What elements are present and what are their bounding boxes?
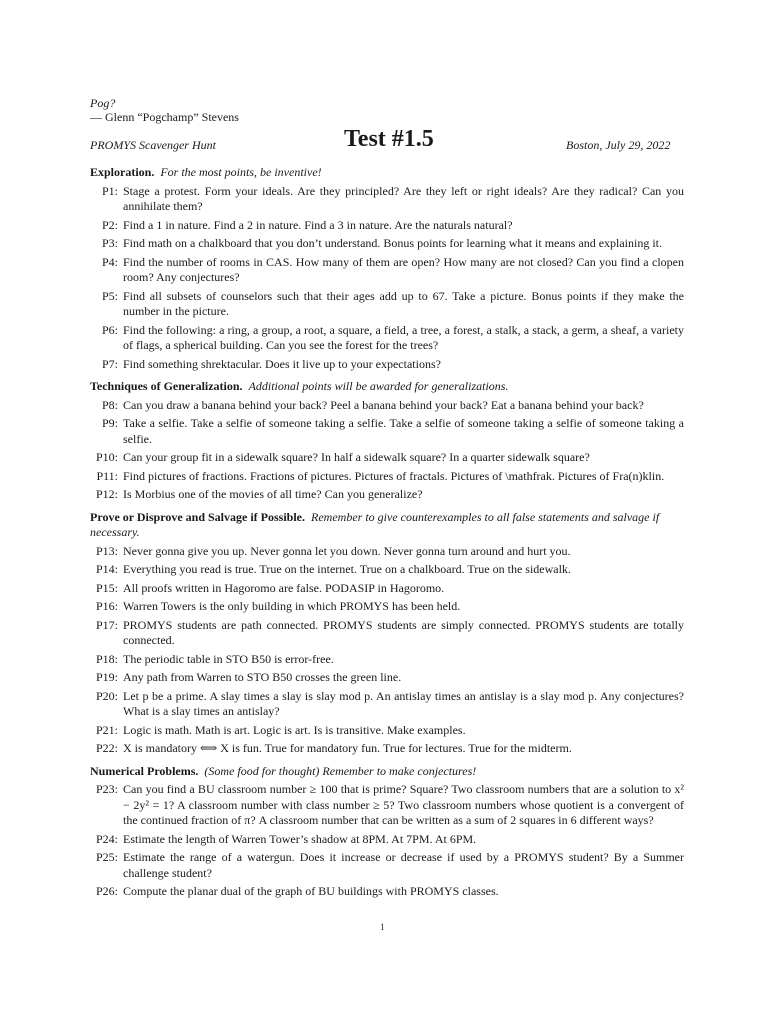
section-title: Exploration.	[90, 165, 155, 179]
problem-item	[84, 218, 684, 234]
problem-item	[84, 832, 684, 848]
problem-label: P15:	[95, 580, 118, 595]
problem-text: Any path from Warren to STO B50 crosses the green line.	[123, 670, 402, 684]
problem-item	[84, 723, 684, 739]
problem-text: The periodic table in STO B50 is error-free.	[123, 651, 334, 666]
problem-text: Warren Towers is the only building in which PROMYS has been held.	[123, 599, 461, 613]
section-heading	[90, 510, 684, 541]
problem-text: Find the number of rooms in CAS. How many of them are open? How many are not closed? Can you find a clopen room? Any conjectures?	[123, 254, 684, 284]
problem-text: Estimate the length of Warren Tower’s shadow at 8PM. At 7PM. At 6PM.	[123, 831, 477, 846]
problem-text: Find a 1 in nature. Find a 2 in nature. Find a 3 in nature. Are the naturals natural?	[123, 217, 513, 232]
problem-item	[84, 544, 684, 560]
problem-item	[84, 689, 684, 720]
section-subtitle: (Some food for thought) Remember to make conjectures!	[204, 763, 477, 778]
problem-item	[84, 618, 684, 649]
problem-text: Compute the planar dual of the graph of BU buildings with PROMYS classes.	[123, 884, 499, 898]
problem-label: P5:	[101, 288, 118, 303]
problem-item	[84, 289, 684, 320]
problem-label: P1:	[101, 183, 118, 198]
problem-item	[84, 236, 684, 252]
problem-text: Never gonna give you up. Never gonna let you down. Never gonna turn around and hurt you.	[123, 543, 571, 558]
section	[84, 165, 684, 372]
problem-item	[84, 357, 684, 373]
problem-text: Find something shrektacular. Does it live up to your expectations?	[123, 356, 441, 371]
section-subtitle: For the most points, be inventive!	[160, 165, 322, 179]
problem-item	[84, 581, 684, 597]
problem-item	[84, 416, 684, 447]
problem-item	[84, 323, 684, 354]
problem-item	[84, 450, 684, 466]
problem-label: P18:	[95, 651, 118, 666]
problem-label: P11:	[96, 468, 118, 483]
problem-label: P10:	[95, 450, 118, 464]
problem-label: P22:	[95, 741, 118, 755]
problem-label: P4:	[101, 254, 118, 269]
section-title: Prove or Disprove and Salvage if Possible.	[90, 509, 306, 524]
page-title: Test #1.5	[344, 126, 434, 152]
problem-item	[84, 884, 684, 900]
problem-item	[84, 670, 684, 686]
problem-text: Find pictures of fractions. Fractions of pictures. Pictures of fractals. Pictures of \mathfrak. Pictures of Fra(n)klin.	[123, 468, 665, 483]
section-subtitle: Remember to give counterexamples to all false statements and salvage if necessary.	[90, 509, 660, 539]
section-heading	[90, 379, 684, 395]
section-title: Numerical Problems.	[90, 763, 199, 778]
problem-text: Is Morbius one of the movies of all time? Can you generalize?	[123, 487, 423, 501]
problem-label: P3:	[101, 236, 118, 250]
problem-label: P7:	[101, 356, 118, 371]
problem-text: Everything you read is true. True on the internet. True on a chalkboard. True on the sidewalk.	[123, 562, 571, 576]
section	[84, 510, 684, 757]
problem-label: P12:	[95, 487, 118, 501]
section-subtitle: Additional points will be awarded for generalizations.	[248, 379, 509, 393]
problem-item	[84, 184, 684, 215]
section-heading	[90, 764, 684, 780]
problem-item	[84, 850, 684, 881]
problem-sections	[84, 165, 684, 903]
problem-label: P26:	[95, 884, 118, 898]
problem-item	[84, 782, 684, 829]
problem-label: P19:	[95, 670, 118, 684]
problem-label: P9:	[101, 416, 118, 430]
problem-item	[84, 741, 684, 757]
problem-item	[84, 398, 684, 414]
section	[84, 379, 684, 503]
problem-item	[84, 487, 684, 503]
problem-label: P25:	[95, 850, 118, 864]
problem-text: Can you find a BU classroom number ≥ 100 that is prime? Square? Two classroom numbers that are a solution to x² − 2y² = 1? A classroom number with class number ≥ 5? Two classroom numbers whose quotient is a convergent of the continued fraction of π? A classroom number that can be written as a sum of 2 squares in 6 different ways?	[123, 782, 684, 827]
problem-item	[84, 562, 684, 578]
problem-text: Find the following: a ring, a group, a root, a square, a field, a tree, a forest, a stalk, a stack, a germ, a sheaf, a variety of flags, a spherical building. Can you see the forest for the trees?	[123, 322, 684, 352]
section-title: Techniques of Generalization.	[90, 379, 243, 393]
epigraph-attribution: — Glenn “Pogchamp” Stevens	[90, 110, 239, 124]
problem-text: Estimate the range of a watergun. Does it increase or decrease if used by a PROMYS student? By a Summer challenge student?	[123, 850, 684, 880]
problem-text: PROMYS students are path connected. PROMYS students are simply connected. PROMYS students are totally connected.	[123, 617, 684, 647]
problem-label: P8:	[101, 397, 118, 412]
problem-text: All proofs written in Hagoromo are false. PODASIP in Hagoromo.	[123, 580, 445, 595]
problem-label: P20:	[95, 688, 118, 703]
problem-text: Stage a protest. Form your ideals. Are they principled? Are they left or right ideals? Are they radical? Can you annihilate them?	[123, 183, 684, 213]
problem-label: P13:	[95, 543, 118, 558]
problem-text: Take a selfie. Take a selfie of someone taking a selfie. Take a selfie of someone taking a selfie of someone taking a selfie.	[123, 416, 684, 446]
problem-text: X is mandatory ⟺ X is fun. True for mandatory fun. True for lectures. True for the midterm.	[123, 741, 572, 755]
problem-item	[84, 469, 684, 485]
problem-item	[84, 255, 684, 286]
problem-text: Find math on a chalkboard that you don’t understand. Bonus points for learning what it means and explaining it.	[123, 236, 663, 250]
header-date: Boston, July 29, 2022	[566, 138, 671, 152]
problem-item	[84, 652, 684, 668]
problem-text: Find all subsets of counselors such that their ages add up to 67. Take a picture. Bonus points if they make the number in the picture.	[123, 288, 684, 318]
problem-label: P14:	[95, 562, 118, 576]
header-left: PROMYS Scavenger Hunt	[90, 138, 216, 152]
problem-label: P24:	[95, 831, 118, 846]
problem-label: P6:	[101, 322, 118, 337]
problem-text: Logic is math. Math is art. Logic is art. Is is transitive. Make examples.	[123, 722, 466, 737]
epigraph-quote: Pog?	[90, 96, 116, 110]
section	[84, 764, 684, 900]
page-number: 1	[380, 922, 385, 932]
problem-text: Let p be a prime. A slay times a slay is slay mod p. An antislay times an antislay is a slay mod p. Any conjectures? What is a slay times an antislay?	[123, 688, 684, 718]
problem-label: P2:	[101, 217, 118, 232]
problem-text: Can your group fit in a sidewalk square? In half a sidewalk square? In a quarter sidewalk square?	[123, 450, 590, 464]
problem-item	[84, 599, 684, 615]
problem-label: P21:	[95, 722, 118, 737]
section-heading	[90, 165, 684, 181]
problem-label: P16:	[95, 599, 118, 613]
problem-label: P17:	[95, 617, 118, 632]
problem-text: Can you draw a banana behind your back? Peel a banana behind your back? Eat a banana behind your back?	[123, 397, 644, 412]
problem-label: P23:	[95, 782, 118, 796]
